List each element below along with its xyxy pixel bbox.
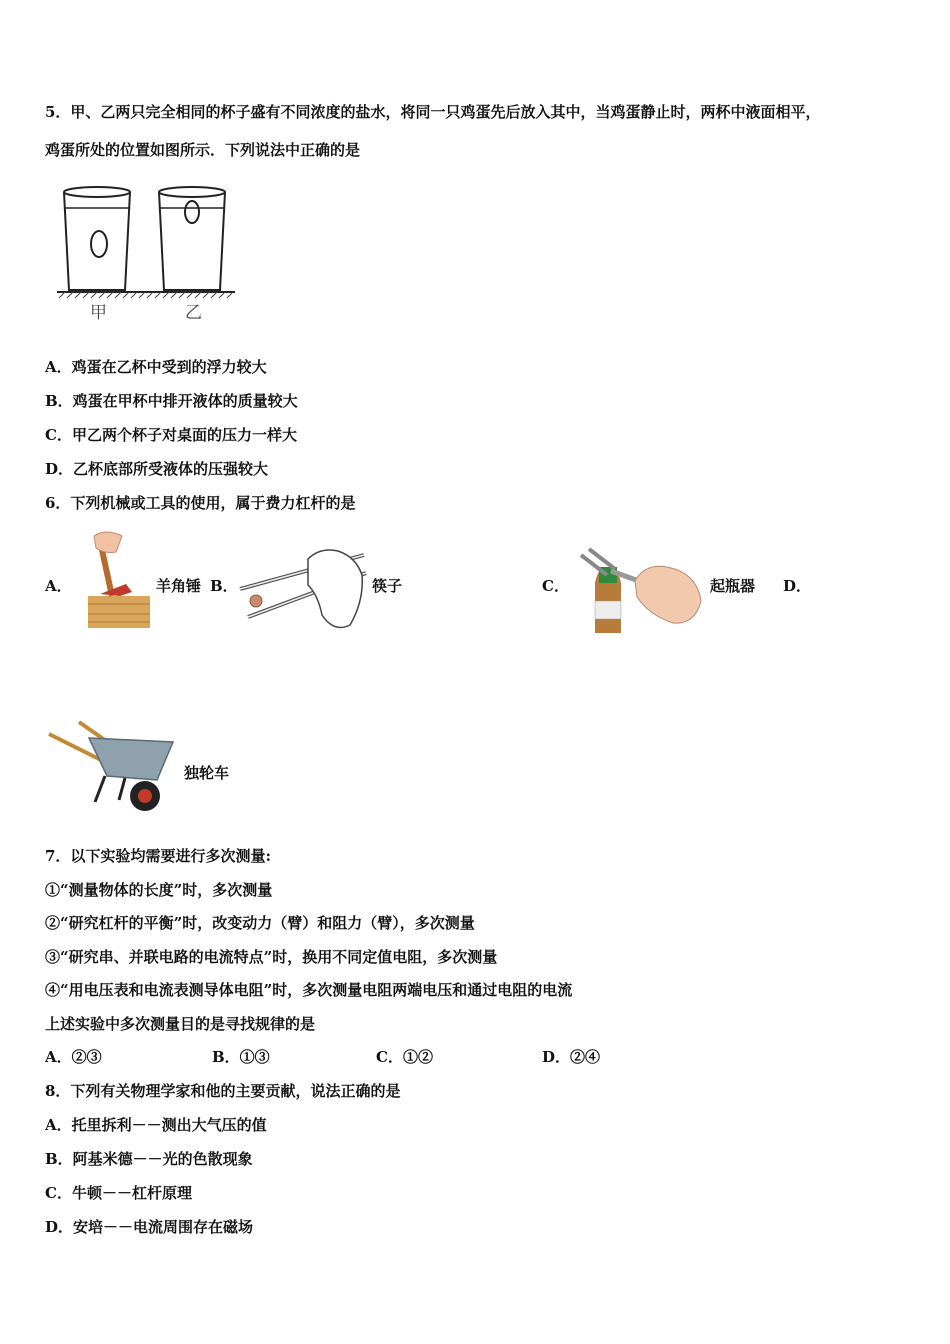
q7-question: 上述实验中多次测量目的是寻找规律的是 xyxy=(45,1015,316,1033)
q6-option-a-letter: A． xyxy=(45,577,72,595)
q7-stem: 7．以下实验均需要进行多次测量: xyxy=(45,847,271,865)
q5-option-b: B．鸡蛋在甲杯中排开液体的质量较大 xyxy=(45,392,298,410)
q7-item-3: ③“研究串、并联电路的电流特点”时，换用不同定值电阻，多次测量 xyxy=(45,948,498,966)
q6-option-c-letter: C． xyxy=(542,577,569,595)
q8-stem: 8．下列有关物理学家和他的主要贡献，说法正确的是 xyxy=(45,1082,401,1100)
chopsticks-icon xyxy=(238,545,370,633)
q7-option-c: C．①② xyxy=(376,1048,433,1066)
q8-option-a: A．托里拆利－－测出大气压的值 xyxy=(45,1116,267,1134)
q7-item-1: ①“测量物体的长度”时，多次测量 xyxy=(45,881,273,899)
q6-option-c-name: 起瓶器 xyxy=(710,577,756,595)
q7-option-a: A．②③ xyxy=(45,1048,102,1066)
bottle-opener-icon xyxy=(575,545,711,635)
q7-option-b: B．①③ xyxy=(212,1048,270,1066)
q5-option-a: A．鸡蛋在乙杯中受到的浮力较大 xyxy=(45,358,267,376)
q5-stem-line2: 鸡蛋所处的位置如图所示．下列说法中正确的是 xyxy=(45,141,361,159)
q6-option-a-name: 羊角锤 xyxy=(156,577,202,595)
q6-stem: 6．下列机械或工具的使用，属于费力杠杆的是 xyxy=(45,494,356,512)
q7-item-2: ②“研究杠杆的平衡”时，改变动力（臂）和阻力（臂），多次测量 xyxy=(45,914,475,932)
q6-option-d-name: 独轮车 xyxy=(184,764,230,782)
q7-item-4: ④“用电压表和电流表测导体电阻”时，多次测量电阻两端电压和通过电阻的电流 xyxy=(45,981,573,999)
q5-option-d: D．乙杯底部所受液体的压强较大 xyxy=(45,460,269,478)
q6-option-b-letter: B． xyxy=(210,577,238,595)
q8-option-b: B．阿基米德－－光的色散现象 xyxy=(45,1150,253,1168)
q5-option-c: C．甲乙两个杯子对桌面的压力一样大 xyxy=(45,426,297,444)
claw-hammer-icon xyxy=(86,530,154,630)
q8-option-d: D．安培－－电流周围存在磁场 xyxy=(45,1218,254,1236)
cup-label-yi: 乙 xyxy=(185,303,202,323)
q7-option-d: D．②④ xyxy=(542,1048,601,1066)
q5-stem-line1: 5．甲、乙两只完全相同的杯子盛有不同浓度的盐水，将同一只鸡蛋先后放入其中，当鸡蛋静止时，两杯中液面相平， xyxy=(45,103,821,121)
q6-option-d-letter: D． xyxy=(783,577,812,595)
q6-option-b-name: 筷子 xyxy=(372,577,403,595)
wheelbarrow-icon xyxy=(45,718,177,816)
q8-option-c: C．牛顿－－杠杆原理 xyxy=(45,1184,192,1202)
q5-cups-figure xyxy=(55,182,240,327)
cup-label-jia: 甲 xyxy=(90,303,107,323)
